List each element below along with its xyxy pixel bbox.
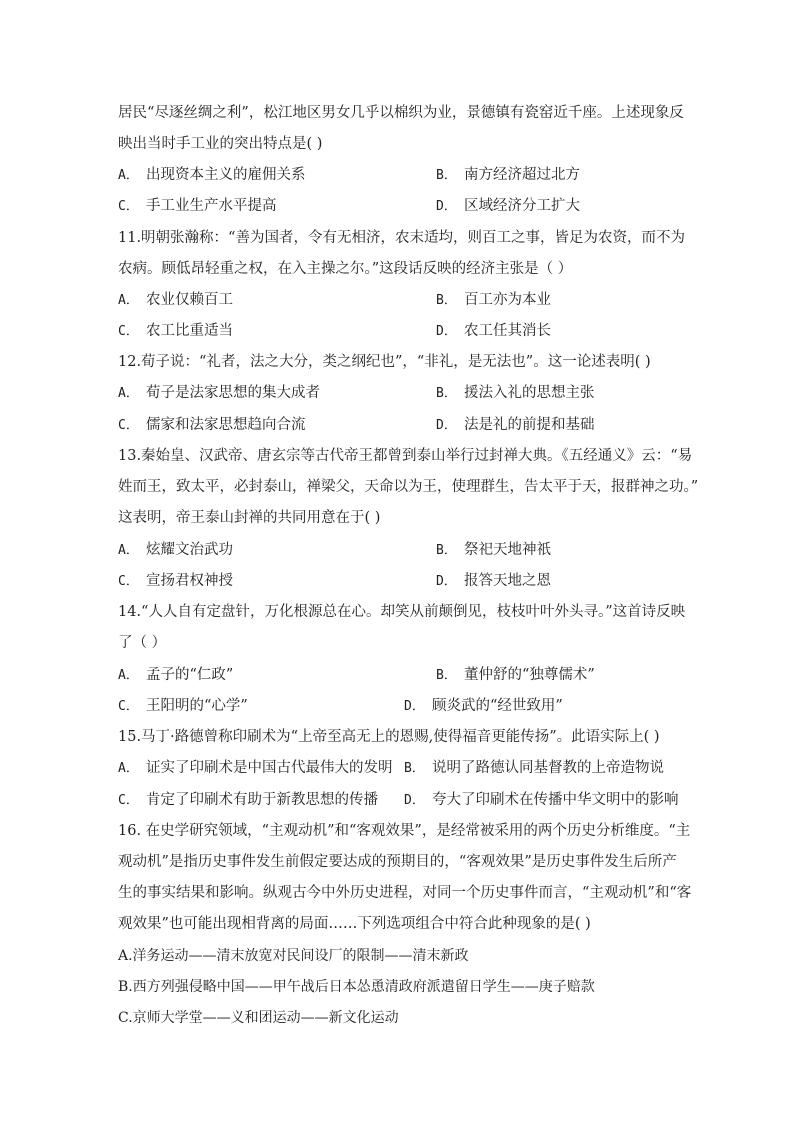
option-letter: C．	[118, 699, 139, 714]
q16-line-3: 生的事实结果和影响。纵观古今中外历史进程，对同一个历史事件而言，“主观动机”和“客	[118, 885, 692, 901]
option-text: 说明了路德认同基督教的上帝造物说	[432, 760, 664, 776]
option-text: 顾炎武的“经世致用”	[432, 698, 563, 714]
q16-option-a[interactable]: A.洋务运动——清末放宽对民间设厂的限制——清末新政	[118, 948, 469, 964]
q15-option-c[interactable]	[118, 790, 378, 811]
q12-option-a[interactable]	[118, 383, 320, 404]
q14-option-d[interactable]	[404, 696, 563, 717]
option-text: 南方经济超过北方	[464, 167, 580, 183]
q11-option-a[interactable]	[118, 290, 233, 311]
q12-option-b[interactable]	[436, 383, 595, 404]
option-letter: D．	[404, 699, 425, 714]
q10-option-c[interactable]	[118, 196, 277, 217]
option-text: 农工任其消长	[464, 323, 551, 339]
option-letter: C．	[118, 324, 139, 339]
option-text: 农业仅赖百工	[146, 292, 233, 308]
q13-option-d[interactable]	[436, 571, 551, 592]
option-letter: A．	[118, 168, 139, 183]
option-letter: D．	[436, 199, 457, 214]
q11-option-c[interactable]	[118, 321, 233, 342]
q15-option-a[interactable]	[118, 758, 393, 779]
q14-option-c[interactable]	[118, 696, 248, 717]
option-text: 宣扬君权神授	[146, 573, 233, 589]
option-text: 援法入礼的思想主张	[464, 385, 595, 401]
q11-line-2: 农病。顾低昂轻重之权，在入主操之尔。”这段话反映的经济主张是（ ）	[118, 261, 573, 277]
q10-option-a[interactable]	[118, 165, 306, 186]
option-letter: A．	[118, 543, 139, 558]
option-letter: C．	[118, 199, 139, 214]
option-text: 出现资本主义的雇佣关系	[146, 167, 306, 183]
q13-option-b[interactable]	[436, 540, 551, 561]
q11-option-d[interactable]	[436, 321, 551, 342]
q16-line-1: 16. 在史学研究领域，“主观动机”和“客观效果”，是经常被采用的两个历史分析维度。“主	[118, 823, 691, 839]
option-text: 手工业生产水平提高	[146, 198, 277, 214]
option-text: 百工亦为本业	[464, 292, 551, 308]
option-letter: B．	[436, 168, 457, 183]
option-letter: B．	[436, 293, 457, 308]
option-text: 肯定了印刷术有助于新教思想的传播	[146, 792, 378, 808]
option-text: 董仲舒的“独尊儒术”	[464, 667, 595, 683]
option-text: 祭祀天地神祇	[464, 542, 551, 558]
q16-line-2: 观动机”是指历史事件发生前假定要达成的预期目的，“客观效果”是历史事件发生后所产	[118, 854, 677, 870]
q13-line-3: 这表明，帝王泰山封禅的共同用意在于( )	[118, 510, 381, 526]
option-text: 荀子是法家思想的集大成者	[146, 385, 320, 401]
option-text: 报答天地之恩	[464, 573, 551, 589]
q15-option-b[interactable]	[404, 758, 664, 779]
option-text: 证实了印刷术是中国古代最伟大的发明	[146, 760, 393, 776]
option-letter: D．	[436, 324, 457, 339]
option-letter: C．	[118, 574, 139, 589]
option-letter: D．	[436, 574, 457, 589]
q13-option-c[interactable]	[118, 571, 233, 592]
option-letter: C．	[118, 793, 139, 808]
option-letter: A．	[118, 668, 139, 683]
option-letter: A．	[118, 293, 139, 308]
q10-line-1: 居民“尽逐丝绸之利”，松江地区男女几乎以棉织为业，景德镇有瓷窑近千座。上述现象反	[118, 105, 684, 121]
option-letter: B．	[436, 386, 457, 401]
option-text: 夸大了印刷术在传播中华文明中的影响	[432, 792, 679, 808]
q12-line-1: 12.荀子说：“礼者，法之大分，类之纲纪也”，“非礼，是无法也”。这一论述表明( )	[118, 354, 651, 370]
option-letter: A．	[118, 761, 139, 776]
q11-option-b[interactable]	[436, 290, 551, 311]
q10-option-d[interactable]	[436, 196, 580, 217]
option-letter: C．	[118, 418, 139, 433]
option-text: 法是礼的前提和基础	[464, 417, 595, 433]
q14-option-a[interactable]	[118, 665, 233, 686]
option-letter: B．	[436, 668, 457, 683]
q16-option-b[interactable]: B.西方列强侵略中国——甲午战后日本怂恿清政府派遣留日学生——庚子赔款	[118, 979, 595, 995]
q10-line-2: 映出当时手工业的突出特点是( )	[118, 136, 323, 152]
option-letter: B．	[436, 543, 457, 558]
option-text: 炫耀文治武功	[146, 542, 233, 558]
option-text: 孟子的“仁政”	[146, 667, 234, 683]
option-text: 王阳明的“心学”	[146, 698, 248, 714]
q16-option-c[interactable]: C.京师大学堂——义和团运动——新文化运动	[118, 1010, 399, 1026]
q13-line-1: 13.秦始皇、汉武帝、唐玄宗等古代帝王都曾到泰山举行过封禅大典。《五经通义》云：“易	[118, 448, 693, 464]
q10-option-b[interactable]	[436, 165, 580, 186]
q14-line-1: 14.“人人自有定盘针，万化根源总在心。却笑从前颠倒见，枝枝叶叶外头寻。”这首诗反映	[118, 604, 686, 620]
option-text: 区域经济分工扩大	[464, 198, 580, 214]
q16-line-4: 观效果”也可能出现相背离的局面……下列选项组合中符合此种现象的是( )	[118, 916, 591, 932]
q15-option-d[interactable]	[404, 790, 679, 811]
option-letter: A．	[118, 386, 139, 401]
q12-option-c[interactable]	[118, 415, 306, 436]
option-letter: D．	[404, 793, 425, 808]
q11-line-1: 11.明朝张瀚称：“善为国者，令有无相济，农末适均，则百工之事，皆足为农资，而不为	[118, 230, 685, 246]
option-letter: B．	[404, 761, 425, 776]
q13-line-2: 姓而王，致太平，必封泰山，禅梁父，天命以为王，使理群生，告太平于天，报群神之功。”	[118, 479, 699, 495]
option-text: 儒家和法家思想趋向合流	[146, 417, 306, 433]
q13-option-a[interactable]	[118, 540, 233, 561]
q14-line-2: 了（ ）	[118, 635, 167, 651]
option-text: 农工比重适当	[146, 323, 233, 339]
q14-option-b[interactable]	[436, 665, 595, 686]
option-letter: D．	[436, 418, 457, 433]
q15-line-1: 15.马丁·路德曾称印刷术为“上帝至高无上的恩赐,使得福音更能传扬”。此语实际上( )	[118, 729, 660, 745]
q12-option-d[interactable]	[436, 415, 595, 436]
